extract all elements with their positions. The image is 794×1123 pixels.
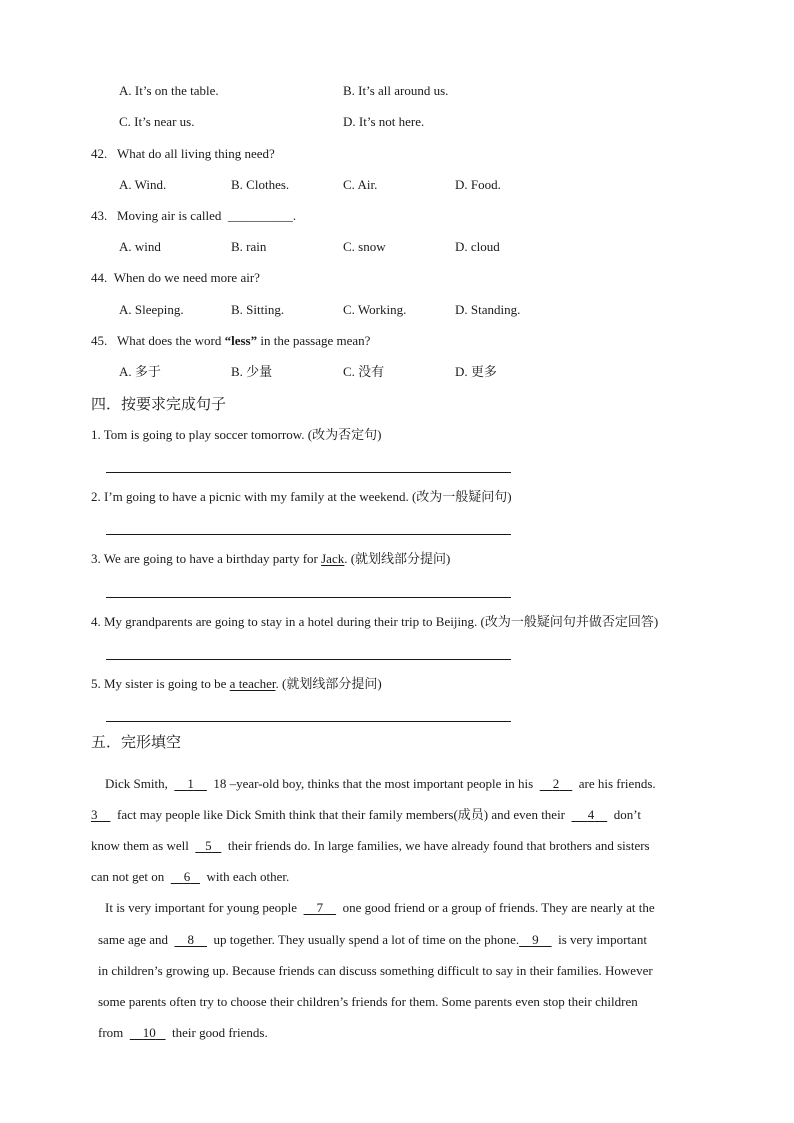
question-43 [91, 207, 296, 225]
cloze-text: can not get on [91, 869, 165, 884]
q41-option-b: B. It’s all around us. [343, 83, 449, 98]
cloze-blank-6[interactable]: 6 [183, 869, 191, 884]
rewrite-item-5 [91, 675, 382, 693]
q43-option-d: D. cloud [455, 239, 500, 254]
answer-blank: __________. [227, 208, 297, 223]
q44-option-a: A. Sleeping. [119, 302, 184, 317]
cloze-text: are his friends. [578, 776, 656, 791]
cloze-blank-7[interactable]: 7 [316, 900, 324, 915]
q45-option-a: A. 多于 [119, 364, 161, 379]
cloze-blank-3[interactable]: 3 [91, 807, 98, 822]
underlined-word: Jack [321, 551, 345, 566]
cloze-line-9 [98, 1024, 268, 1042]
rewrite-item-1: 1. Tom is going to play soccer tomorrow. (改为否定句) [91, 427, 382, 442]
cloze-blank-8[interactable]: 8 [187, 932, 195, 947]
question-stem: What does the word [117, 333, 225, 348]
q42-option-c: C. Air. [343, 177, 378, 192]
cloze-text: with each other. [206, 869, 290, 884]
q45-option-b: B. 少量 [231, 364, 273, 379]
answer-line-1[interactable] [106, 472, 511, 473]
cloze-text: in children’s growing up. Because friends can discuss something difficult to say in their families. However [98, 963, 653, 978]
cloze-text: from [98, 1025, 124, 1040]
question-stem: What do all living thing need? [117, 146, 275, 161]
cloze-line-5 [105, 899, 655, 917]
cloze-text: know them as well [91, 838, 189, 853]
cloze-text: Dick Smith, [105, 776, 168, 791]
cloze-text: their friends do. In large families, we have already found that brothers and sisters [227, 838, 650, 853]
cloze-text: don’t [613, 807, 641, 822]
cloze-blank-5[interactable]: 5 [205, 838, 212, 853]
section-4-title: 四．按要求完成句子 [91, 395, 227, 413]
q44-option-b: B. Sitting. [231, 302, 285, 317]
cloze-blank-10[interactable]: 10 [142, 1025, 156, 1040]
cloze-blank-9[interactable]: 9 [532, 932, 539, 947]
q43-option-c: C. snow [343, 239, 386, 254]
question-44 [91, 269, 260, 287]
cloze-line-1 [105, 775, 656, 793]
cloze-blank-1[interactable]: 1 [187, 776, 194, 791]
underlined-word: a teacher [229, 676, 276, 691]
cloze-blank-4[interactable]: 4 [587, 807, 595, 822]
question-45 [91, 332, 370, 350]
cloze-text: some parents often try to choose their children’s friends for them. Some parents even stop their children [98, 994, 638, 1009]
section-5-title: 五．完形填空 [91, 733, 182, 751]
item-text: 3. We are going to have a birthday party for [91, 551, 322, 566]
question-number: 44. [91, 270, 108, 285]
cloze-line-2 [91, 806, 641, 824]
question-number: 43. [91, 208, 108, 223]
question-keyword: “less” [224, 333, 258, 348]
question-stem: Moving air is called [117, 208, 222, 223]
q43-option-a: A. wind [119, 239, 161, 254]
cloze-text: up together. They usually spend a lot of time on the phone. [213, 932, 520, 947]
q43-option-b: B. rain [231, 239, 267, 254]
answer-line-2[interactable] [106, 534, 511, 535]
rewrite-item-3 [91, 550, 450, 568]
cloze-line-3 [91, 837, 650, 855]
cloze-line-7 [98, 962, 653, 980]
answer-line-5[interactable] [106, 721, 511, 722]
q42-option-d: D. Food. [455, 177, 501, 192]
answer-line-4[interactable] [106, 659, 511, 660]
q42-option-b: B. Clothes. [231, 177, 290, 192]
q44-option-d: D. Standing. [455, 302, 521, 317]
item-instruction: . (就划线部分提问) [275, 676, 382, 691]
cloze-text: one good friend or a group of friends. They are nearly at the [342, 900, 655, 915]
cloze-line-8 [98, 993, 638, 1011]
q41-option-c: C. It’s near us. [119, 114, 195, 129]
cloze-text: 18 –year-old boy, thinks that the most important people in his [213, 776, 534, 791]
question-number: 42. [91, 146, 108, 161]
rewrite-item-2: 2. I’m going to have a picnic with my family at the weekend. (改为一般疑问句) [91, 489, 512, 504]
answer-line-3[interactable] [106, 597, 511, 598]
q42-option-a: A. Wind. [119, 177, 167, 192]
question-stem: When do we need more air? [113, 270, 260, 285]
q41-option-d: D. It’s not here. [343, 114, 425, 129]
question-42 [91, 145, 275, 163]
cloze-text: is very important [558, 932, 647, 947]
cloze-text: same age and [98, 932, 169, 947]
rewrite-item-4: 4. My grandparents are going to stay in a hotel during their trip to Beijing. (改为一般疑问句并做否定回答) [91, 614, 659, 629]
question-number: 45. [91, 333, 108, 348]
cloze-line-6 [98, 931, 647, 949]
q45-option-d: D. 更多 [455, 364, 497, 379]
cloze-text: fact may people like Dick Smith think that their family members(成员) and even their [117, 807, 566, 822]
cloze-text: their good friends. [172, 1025, 268, 1040]
q41-option-a: A. It’s on the table. [119, 83, 219, 98]
question-stem-end: in the passage mean? [257, 333, 371, 348]
q45-option-c: C. 没有 [343, 364, 385, 379]
cloze-text: It is very important for young people [105, 900, 298, 915]
cloze-line-4 [91, 868, 289, 886]
item-instruction: . (就划线部分提问) [344, 551, 451, 566]
cloze-blank-2[interactable]: 2 [552, 776, 560, 791]
q44-option-c: C. Working. [343, 302, 407, 317]
item-text: 5. My sister is going to be [91, 676, 230, 691]
